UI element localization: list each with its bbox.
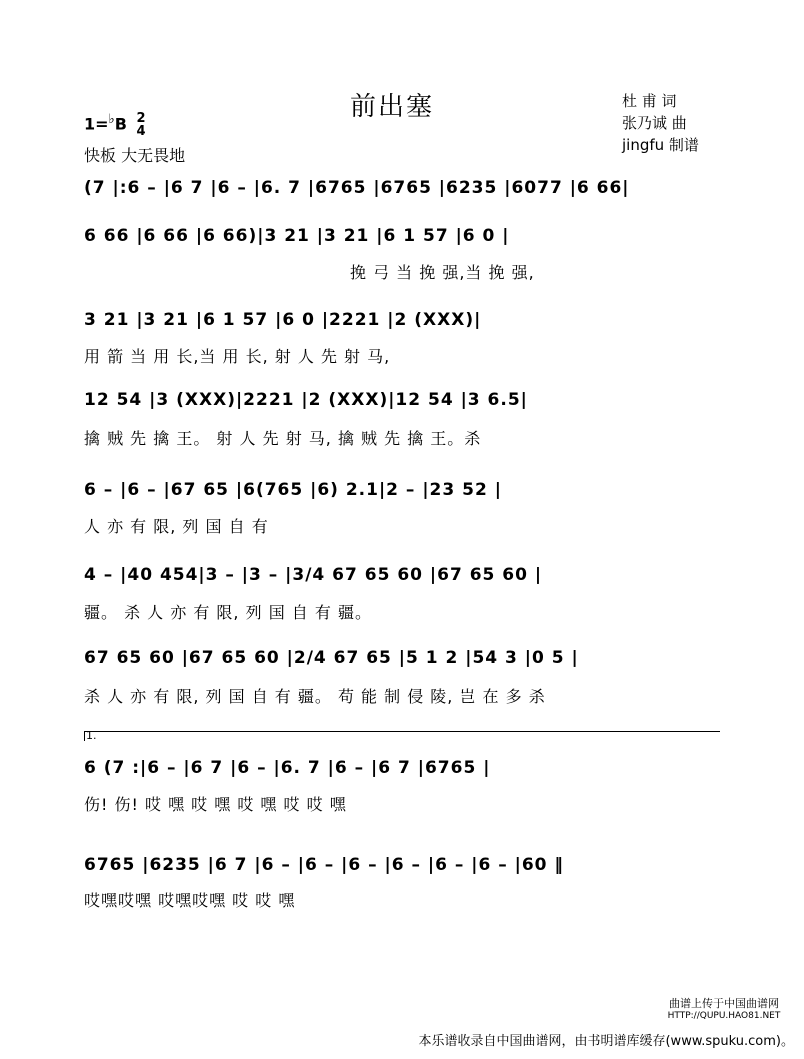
volta-bracket [84, 731, 177, 741]
score-row-7: 67 65 60 |67 65 60 |2/4 67 65 |5 1 2 |54 3 |0 5 | [84, 648, 579, 668]
tempo-marking: 快板 大无畏地 [84, 146, 186, 165]
time-top: 2 [136, 111, 146, 126]
score-row-9: 6765 |6235 |6 7 |6 – |6 – |6 – |6 – |6 – |6 – |60 ‖ [84, 855, 564, 875]
score-row-8: 6 (7 :|6 – |6 7 |6 – |6. 7 |6 – |6 7 |6765 | [84, 758, 491, 778]
score-row-4: 12 54 |3 (XXX)|2221 |2 (XXX)|12 54 |3 6.5| [84, 390, 528, 410]
watermark [652, 997, 796, 1023]
key-prefix: 1= [84, 114, 109, 134]
watermark-line-2: HTTP://QUPU.HAO81.NET [667, 1011, 781, 1021]
watermark-line-1: 曲谱上传于中国曲谱网 [669, 997, 779, 1010]
lyrics-row-2: 挽 弓 当 挽 强,当 挽 强, [350, 263, 535, 282]
volta-rule [84, 731, 720, 732]
lyrics-row-7: 杀 人 亦 有 限, 列 国 自 有 疆。 苟 能 制 侵 陵, 岂 在 多 杀 [84, 687, 546, 706]
key-signature [84, 112, 146, 138]
song-title: 前出塞 [350, 92, 435, 122]
lyrics-row-8: 伤! 伤! 哎 嘿 哎 嘿 哎 嘿 哎 哎 嘿 [84, 795, 347, 814]
lyrics-row-9: 哎嘿哎嘿 哎嘿哎嘿 哎 哎 嘿 [84, 891, 296, 910]
time-signature [136, 112, 145, 138]
score-row-6: 4 – |40 454|3 – |3 – |3/4 67 65 60 |67 65 60 | [84, 565, 543, 585]
score-row-1: (7 |:6 – |6 7 |6 – |6. 7 |6765 |6765 |6235 |6077 |6 66| [84, 178, 630, 198]
key-note: B [114, 114, 127, 134]
score-row-5: 6 – |6 – |67 65 |6(765 |6) 2.1|2 – |23 52 | [84, 480, 502, 500]
score-row-3: 3 21 |3 21 |6 1 57 |6 0 |2221 |2 (XXX)| [84, 310, 482, 330]
volta-number: 1. [86, 729, 97, 742]
flat-sign: ♭ [108, 112, 115, 128]
lyricist-credit: 杜 甫 词 [622, 92, 677, 110]
lyrics-row-5: 人 亦 有 限, 列 国 自 有 [84, 517, 269, 536]
lyrics-row-4: 擒 贼 先 擒 王。 射 人 先 射 马, 擒 贼 先 擒 王。杀 [84, 429, 482, 448]
lyrics-row-6: 疆。 杀 人 亦 有 限, 列 国 自 有 疆。 [84, 603, 372, 622]
score-row-2: 6 66 |6 66 |6 66)|3 21 |3 21 |6 1 57 |6 0 | [84, 226, 510, 246]
footer-credit: 本乐谱收录自中国曲谱网，由书明谱库缓存(www.spuku.com)。 [418, 1034, 794, 1049]
composer-credit: 张乃诚 曲 [622, 114, 687, 132]
arranger-credit: jingfu 制谱 [622, 136, 699, 154]
lyrics-row-3: 用 箭 当 用 长,当 用 长, 射 人 先 射 马, [84, 347, 391, 366]
time-bottom: 4 [136, 124, 146, 139]
